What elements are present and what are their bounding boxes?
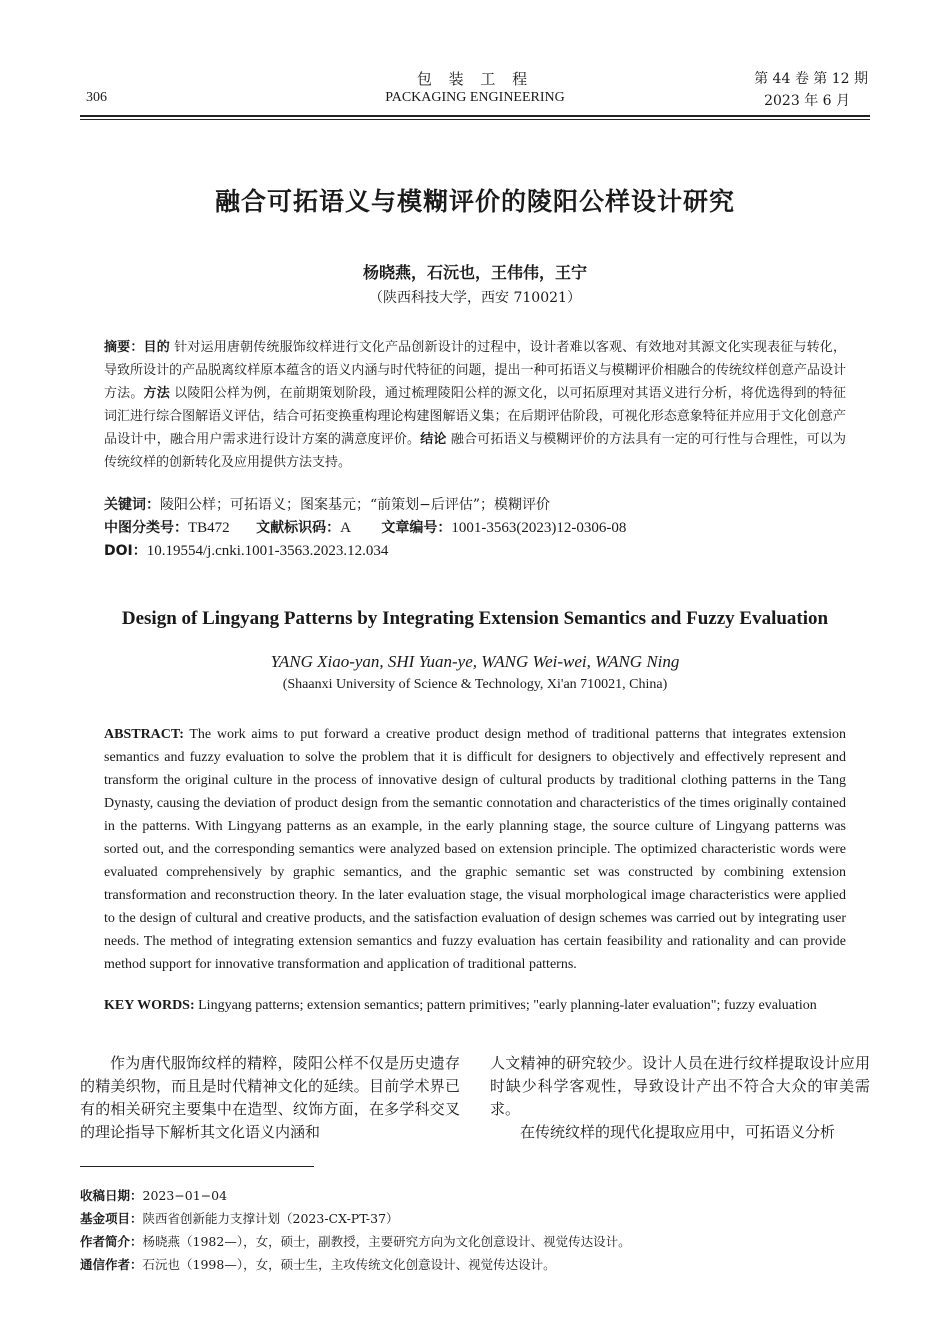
footnote-received: [80, 1186, 870, 1204]
doi-value: 10.19554/j.cnki.1001-3563.2023.12.034: [146, 543, 389, 559]
keywords-en: [104, 998, 870, 1014]
objective-label: 目的: [143, 340, 170, 355]
abstract-en-label: ABSTRACT:: [104, 727, 184, 742]
author-bio-label: 作者简介：: [80, 1234, 143, 1249]
corresponding-value: 石沅也（1998—），女，硕士生，主攻传统文化创意设计、视觉传达设计。: [142, 1257, 556, 1272]
conclusion-label: 结论: [420, 432, 447, 447]
fund-label: 基金项目：: [80, 1211, 143, 1226]
body-paragraph: 在传统纹样的现代化提取应用中，可拓语义分析: [520, 1123, 836, 1141]
method-text: 以陵阳公样为例，在前期策划阶段，通过梳理陵阳公样的源文化，以可拓原理对其语义进行分析，将优选得到的特征词汇进行综合图解语义评估，结合可拓变换重构理论构建图解语义集；在后期评估阶段，可视化形态意象特征并应用于文化创意产品设计中，融合用户需求进行设计方案的满意度评价。: [104, 386, 846, 447]
doc-code-value: A: [340, 520, 351, 536]
body-paragraph: 人文精神的研究较少。设计人员在进行纹样提取设计应用时缺少科学客观性，导致设计产出不符合大众的审美需求。: [490, 1054, 870, 1118]
keywords-cn: [104, 494, 846, 514]
body-paragraph: 作为唐代服饰纹样的精粹，陵阳公样不仅是历史遗存的精美织物，而且是时代精神文化的延续。目前学术界已有的相关研究主要集中在造型、纹饰方面，在多学科交叉的理论指导下解析其文化语义内涵和: [80, 1054, 460, 1141]
body-column-left: [80, 1052, 460, 1144]
fund-value: 陕西省创新能力支撑计划（2023-CX-PT-37）: [142, 1211, 399, 1226]
header-rule: [80, 115, 870, 117]
abstract-cn: [104, 336, 846, 474]
clc-label: 中图分类号：: [104, 520, 188, 536]
abstract-cn-label: 摘要：: [104, 340, 144, 355]
body-column-right: [490, 1052, 870, 1144]
doi-line: [104, 540, 846, 560]
doi-label: DOI：: [104, 543, 147, 559]
classification-line: [104, 517, 846, 537]
affiliation-en: (Shaanxi University of Science & Technology, Xi'an 710021, China): [282, 677, 668, 692]
method-label: 方法: [143, 386, 170, 401]
keywords-cn-label: 关键词：: [104, 497, 160, 513]
footnote-corresponding: [80, 1255, 870, 1273]
page-number: 306: [86, 90, 107, 105]
running-header: [80, 66, 870, 118]
keywords-en-text: Lingyang patterns; extension semantics; pattern primitives; "early planning-later evaluation"; fuzzy evaluation: [194, 998, 817, 1013]
corresponding-label: 通信作者：: [80, 1257, 143, 1272]
header-rule-thin: [80, 119, 870, 120]
keywords-en-label: KEY WORDS:: [104, 998, 195, 1013]
received-label: 收稿日期：: [80, 1188, 143, 1203]
article-no-value: 1001-3563(2023)12-0306-08: [451, 520, 627, 536]
journal-name-en: PACKAGING ENGINEERING: [385, 90, 565, 105]
abstract-en-text: The work aims to put forward a creative product design method of traditional patterns that integrates extension semantics and fuzzy evaluation to solve the problem that it is difficult for designers to objectively and effectively represent and transform the original culture in the process of innovative design of cultural products by traditional clothing patterns in the Tang Dynasty, causing the deviation of product design from the semantic connotation and characteristics of the times originally contained in the patterns. With Lingyang patterns as an example, in the early planning stage, the source culture of Lingyang patterns was sorted out, and the corresponding semantics were analyzed based on extension principle. The optimized characteristic words were evaluated comprehensively by graphic semantics, and the graphic semantic set was constructed by combining extension transformation and reconstruction theory. In the later evaluation stage, the visual morphological image characteristics were applied to the design of cultural and creative products, and the satisfaction evaluation of design schemes was carried out by integrating user needs. The method of integrating extension semantics and fuzzy evaluation has certain feasibility and rationality and can provide method support for innovative transformation and application of traditional patterns.: [104, 727, 846, 972]
authors-en: YANG Xiao-yan, SHI Yuan-ye, WANG Wei-wei, WANG Ning: [270, 652, 680, 671]
keywords-cn-text: 陵阳公样；可拓语义；图案基元；“前策划−后评估”；模糊评价: [160, 497, 551, 513]
footnote-author: [80, 1232, 870, 1250]
objective-text: 针对运用唐朝传统服饰纹样进行文化产品创新设计的过程中，设计者难以客观、有效地对其源文化实现表征与转化，导致所设计的产品脱离纹样原本蕴含的语义内涵与时代特征的问题，提出一种可拓语义与模糊评价相融合的传统纹样创意产品设计方法。: [104, 340, 846, 401]
footnote-rule: [80, 1166, 314, 1167]
affiliation-cn: （陕西科技大学，西安 710021）: [369, 290, 581, 306]
author-bio-value: 杨晓燕（1982—），女，硕士，副教授，主要研究方向为文化创意设计、视觉传达设计。: [142, 1234, 631, 1249]
clc-value: TB472: [188, 520, 230, 536]
article-no-label: 文章编号：: [381, 520, 452, 536]
issue-label: 第 44 卷 第 12 期: [754, 71, 868, 87]
footnote-fund: [80, 1209, 870, 1227]
received-value: 2023−01−04: [142, 1188, 228, 1203]
paper-title-en: Design of Lingyang Patterns by Integrating Extension Semantics and Fuzzy Evaluation: [121, 608, 829, 629]
journal-name-cn: 包 装 工 程: [416, 70, 534, 88]
issue-date: 2023 年 6 月: [764, 93, 850, 109]
paper-title-cn: 融合可拓语义与模糊评价的陵阳公样设计研究: [214, 187, 735, 216]
authors-cn: 杨晓燕，石沅也，王伟伟，王宁: [362, 263, 587, 282]
doc-code-label: 文献标识码：: [256, 520, 341, 536]
conclusion-text: 融合可拓语义与模糊评价的方法具有一定的可行性与合理性，可以为传统纹样的创新转化及应用提供方法支持。: [104, 432, 846, 470]
abstract-en: [104, 723, 846, 976]
